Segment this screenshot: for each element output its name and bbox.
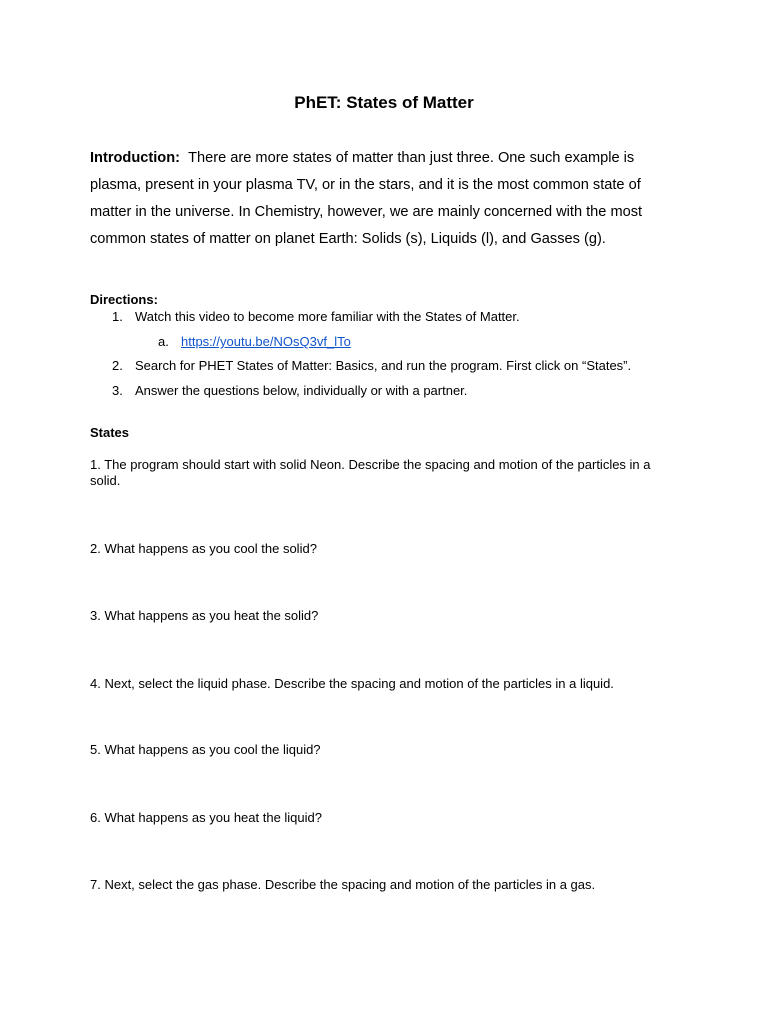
list-text: Search for PHET States of Matter: Basics, and run the program. First click on “States”. (135, 358, 632, 373)
introduction-label: Introduction: (90, 150, 180, 166)
question-2: 2. What happens as you cool the solid? (90, 541, 317, 556)
list-number: 3. (112, 383, 123, 398)
introduction-text: There are more states of matter than just three. One such example is plasma, present in your plasma TV, or in the stars, and it is the most common state of matter in the universe. In Chemistry, however, we are mainly concerned with the most common states of matter on planet Earth: Solids (s), Liquids (l), and Gasses (g). (90, 150, 643, 247)
page-title: PhET: States of Matter (294, 93, 474, 112)
question-4: 4. Next, select the liquid phase. Describe the spacing and motion of the particles in a liquid. (90, 676, 614, 691)
question-3: 3. What happens as you heat the solid? (90, 608, 319, 623)
directions-subitem (158, 333, 351, 350)
list-number: 1. (112, 309, 123, 324)
question-5: 5. What happens as you cool the liquid? (90, 742, 321, 757)
list-letter: a. (158, 334, 169, 349)
question-1: 1. The program should start with solid Neon. Describe the spacing and motion of the particles in a solid. (90, 457, 651, 488)
list-number: 2. (112, 358, 123, 373)
list-text: Watch this video to become more familiar with the States of Matter. (135, 309, 520, 324)
video-link[interactable]: https://youtu.be/NOsQ3vf_lTo (181, 334, 351, 349)
directions-heading: Directions: (90, 292, 158, 307)
question-6: 6. What happens as you heat the liquid? (90, 810, 322, 825)
question-7: 7. Next, select the gas phase. Describe the spacing and motion of the particles in a gas. (90, 877, 596, 892)
list-text: Answer the questions below, individually or with a partner. (135, 383, 468, 398)
states-heading: States (90, 425, 130, 440)
introduction-paragraph (90, 145, 680, 253)
